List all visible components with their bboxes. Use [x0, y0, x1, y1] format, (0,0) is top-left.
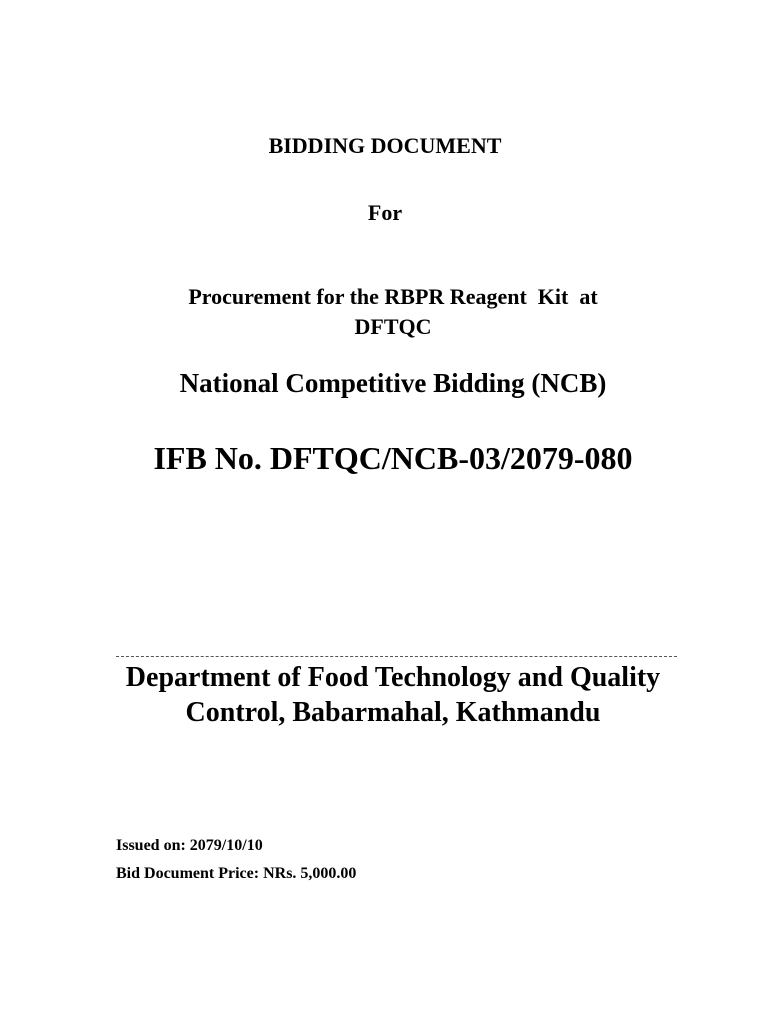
department-name-line-2: Control, Babarmahal, Kathmandu	[185, 697, 601, 728]
for-label: For	[367, 200, 403, 225]
separator-line	[116, 656, 677, 657]
ifb-number: IFB No. DFTQC/NCB-03/2079-080	[153, 440, 633, 476]
document-title: BIDDING DOCUMENT	[268, 133, 502, 158]
procurement-subject-line-1: Procurement for the RBPR Reagent Kit at	[188, 284, 598, 309]
bidding-type: National Competitive Bidding (NCB)	[179, 368, 607, 398]
procurement-subject-line-2: DFTQC	[354, 314, 432, 339]
department-name-line-1: Department of Food Technology and Quality	[125, 662, 661, 693]
bid-document-price: Bid Document Price: NRs. 5,000.00	[116, 865, 357, 882]
issued-date: Issued on: 2079/10/10	[116, 837, 263, 854]
